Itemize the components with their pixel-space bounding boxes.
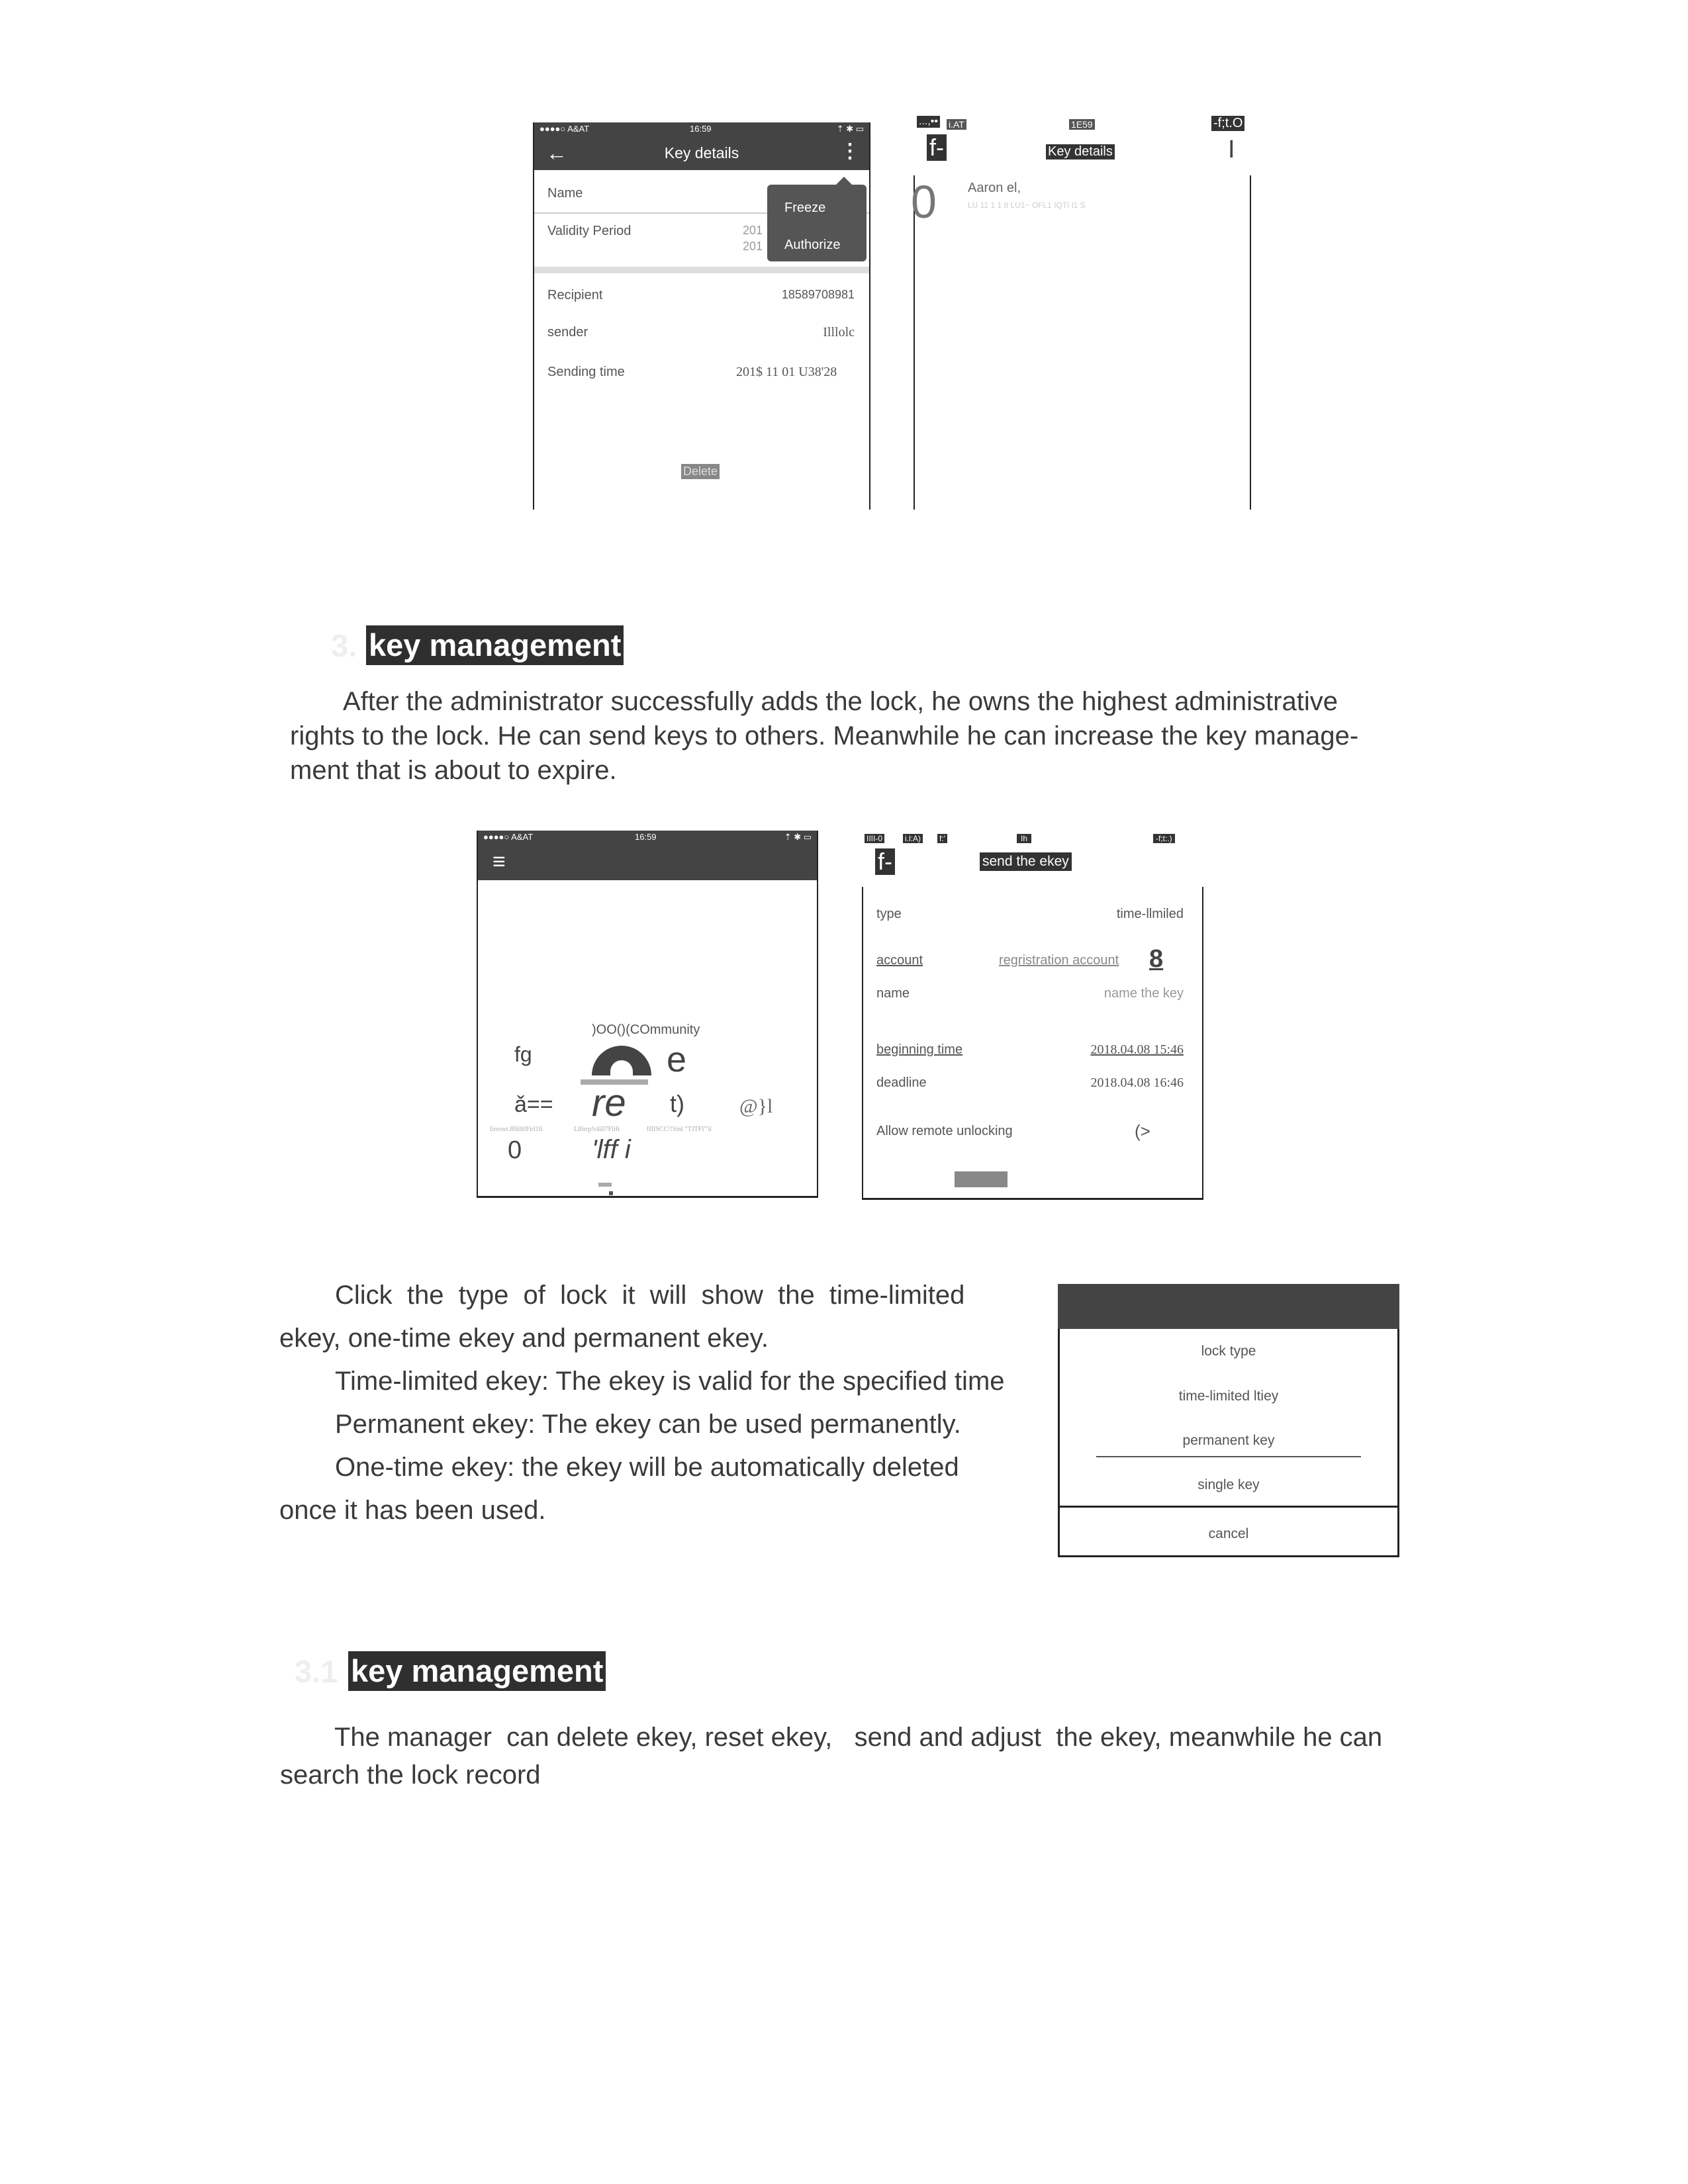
grid-item-label[interactable]: t) [670,1090,684,1117]
grid-item-label[interactable]: e [667,1040,687,1079]
paragraph-line: The manager can delete ekey, reset ekey, send and adjust the ekey, meanwhile he can [334,1723,1383,1752]
grid-item-label[interactable]: re [592,1081,626,1124]
status-fragment: -f;t:.) [1153,834,1175,843]
paragraph-line: Time-limited ekey: The ekey is valid for the specified time [335,1367,1005,1396]
options-menu [767,185,867,261]
row-label: Recipient [547,288,603,302]
option-time-limited[interactable]: time-limited ltiey [1178,1388,1279,1404]
battery-icon: ⇡ ✱ ▭ [836,124,864,134]
section-title: key management [366,625,624,665]
status-fragment: Ih [1017,834,1031,843]
nav-bar [534,136,869,170]
paragraph-line: One-time ekey: the ekey will be automatically deleted [335,1453,959,1482]
cancel-button[interactable] [1058,1506,1399,1557]
paragraph-line: search the lock record [280,1760,541,1790]
sheet-title: lock type [1201,1343,1256,1359]
page-title: Key details [1046,144,1115,159]
grid-item-label[interactable]: ǎ== [514,1092,553,1117]
section-number: 3.1 [295,1654,338,1689]
status-fragment: IIII-0 [865,834,884,843]
cancel-label: cancel [1208,1526,1249,1541]
screen-home [477,831,818,1198]
paragraph-line: ekey, one-time ekey and permanent ekey. [279,1324,769,1353]
back-button[interactable]: f- [927,134,947,161]
row-label: Allow remote unlocking [876,1124,1013,1138]
sheet-body [1058,1329,1399,1508]
screen-key-details-2 [911,175,1251,510]
paragraph-line: Permanent ekey: The ekey can be used permanently. [335,1410,961,1439]
grid-small-label: IIIISCC!!Sinl "TJTFI'"il [647,1126,712,1133]
status-fragment: ...,•• [917,116,940,128]
row-label: beginning time [876,1042,963,1057]
community-label: )OO()(COmmunity [592,1023,700,1037]
big-zero: 0 [911,176,937,228]
more-options-icon[interactable]: I [1228,136,1235,163]
carrier-label: ●●●●○ A&AT [539,124,590,134]
status-bar [534,122,869,136]
section-paragraph [290,684,1376,788]
page-title: Key details [664,144,739,161]
row-value[interactable]: name the key [1103,986,1184,1001]
paragraph-line: After the administrator successfully adds the lock, he owns the highest administrative [343,687,1338,716]
paragraph-line: once it has been used. [279,1496,546,1525]
row-value: 201$ 11 01 U38'28 [736,365,837,379]
row-label: account [876,953,923,968]
row-label: sender [547,325,588,340]
option-single[interactable]: single key [1197,1477,1260,1492]
battery-icon: ⇡ ✱ ▭ [784,832,812,842]
grid-marker [609,1191,613,1195]
clock-label: 16:59 [635,832,657,842]
grid-marker [598,1183,612,1187]
clock-label: 16:59 [690,124,712,134]
screen-send-ekey [862,887,1203,1200]
grid-item-label[interactable]: fg [514,1042,532,1066]
menu-item-authorize[interactable]: Authorize [784,238,841,252]
owner-name: Aaron el, [968,181,1021,195]
back-arrow-icon[interactable]: ← [546,141,567,165]
grid-item-label[interactable]: 'lff i [592,1135,631,1164]
status-fragment: f:' [937,834,947,843]
status-fragment: i.l:A) [903,834,923,843]
menu-item-freeze[interactable]: Freeze [784,201,826,215]
grid-small-label: Llfirrp!r4ill7Flift [574,1126,620,1133]
paragraph-line: Click the type of lock it will show the time-limited [335,1281,965,1310]
row-value[interactable]: time-llmiled [1116,907,1184,921]
lock-type-text [279,1274,1041,1532]
contacts-icon[interactable]: 8 [1149,945,1164,973]
paragraph-line: rights to the lock. He can send keys to others. Meanwhile he can increase the key manage- [290,721,1359,751]
grid-item-label[interactable]: @}l [739,1095,773,1117]
section-title: key management [348,1651,606,1691]
more-options-icon[interactable]: ⋮ [840,140,860,162]
row-label: deadline [876,1075,927,1090]
owner-detail: LU 11 1 1 It LU1~ OFL1 IQTI l1 S [968,201,1086,210]
row-label: Name [547,186,583,201]
page-title: send the ekey [980,852,1072,871]
row-value: 18589708981 [781,288,855,301]
row-value: 201 [743,224,763,237]
grid-small-label: Iirrowt.fffilItlFirl1fi [490,1126,543,1133]
sheet-header [1058,1284,1399,1329]
back-button[interactable]: f- [875,848,895,875]
section-paragraph [280,1719,1405,1794]
nav-bar [478,844,817,880]
lock-type-sheet [1058,1284,1399,1559]
grid-item-label[interactable]: 0 [508,1136,522,1164]
divider [1096,1456,1361,1457]
status-fragment: i.AT [947,119,966,130]
carrier-label: ●●●●○ A&AT [483,832,534,842]
menu-arrow [836,177,852,185]
toggle-switch[interactable]: (> [1135,1121,1150,1141]
row-value[interactable]: 2018.04.08 15:46 [1090,1042,1184,1057]
row-label: Validity Period [547,224,632,238]
option-permanent[interactable]: permanent key [1182,1433,1275,1448]
section-number: 3. [331,628,357,663]
row-label: Sending time [547,365,625,379]
status-fragment: -f;t.O [1211,116,1244,131]
lock-dial-icon[interactable] [592,1046,651,1075]
hamburger-menu-icon[interactable]: ≡ [492,849,506,874]
paragraph-line: ment that is about to expire. [290,756,617,785]
status-fragment: 1E59 [1069,119,1095,130]
send-button[interactable] [955,1171,1008,1187]
row-value-second: 201 [743,240,763,253]
delete-button[interactable]: Delete [681,464,720,479]
row-label: type [876,907,902,921]
row-value[interactable]: 2018.04.08 16:46 [1090,1075,1184,1090]
status-bar [478,831,817,844]
row-value: Illlolc [823,325,855,340]
row-label: name [876,986,910,1001]
row-value[interactable]: regristration account [999,953,1119,968]
screen-key-details-1 [533,122,870,510]
